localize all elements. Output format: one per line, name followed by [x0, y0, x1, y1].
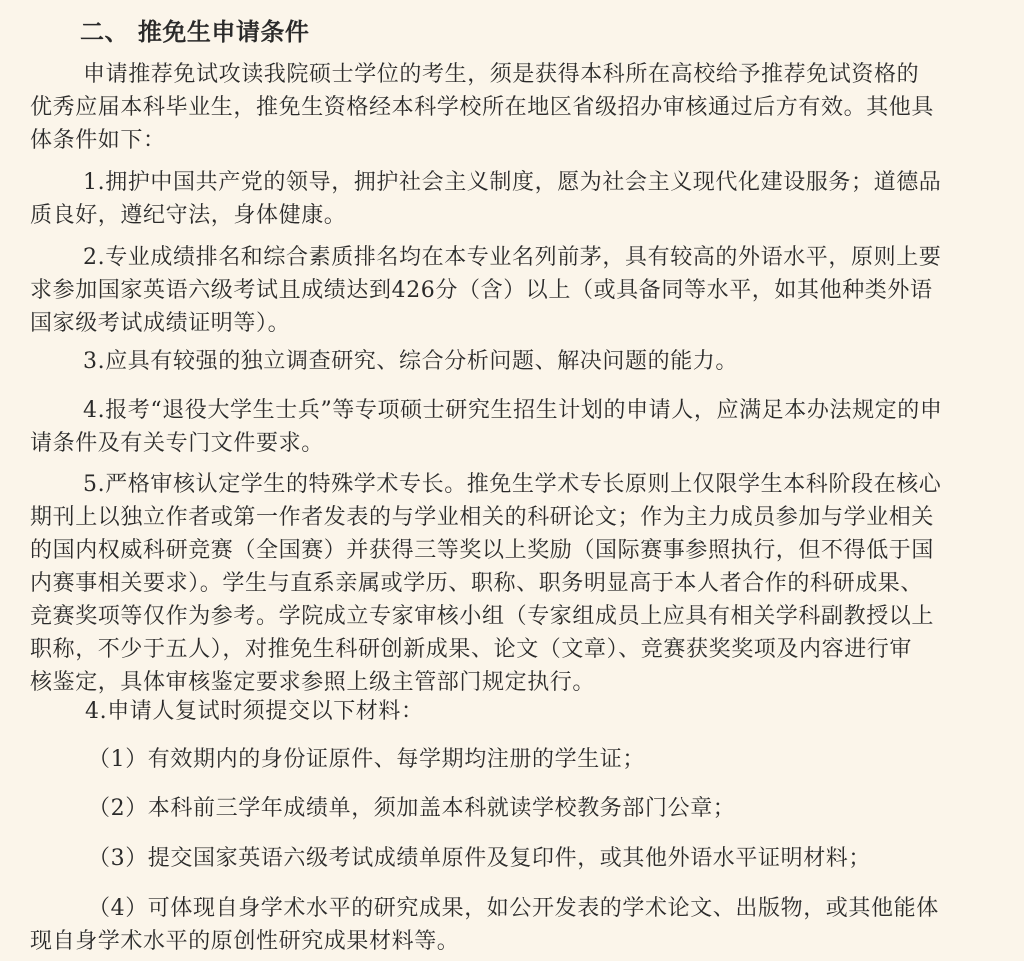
section-heading: 二、 推免生申请条件 — [80, 17, 310, 46]
paragraph-line: 质良好，遵纪守法，身体健康。 — [30, 203, 347, 228]
paragraph-line: （1）有效期内的身份证原件、每学期均注册的学生证； — [88, 747, 645, 772]
intro-paragraph — [30, 58, 990, 157]
condition-item-2 — [30, 241, 990, 340]
paragraph-line: （4）可体现自身学术水平的研究成果，如公开发表的学术论文、出版物，或其他能体 — [88, 896, 939, 921]
condition-item-5 — [30, 468, 990, 699]
paragraph-line: 4.报考“退役大学生士兵”等专项硕士研究生招生计划的申请人，应满足本办法规定的申 — [83, 398, 943, 423]
paragraph-line: 核鉴定，具体审核鉴定要求参照上级主管部门规定执行。 — [30, 670, 596, 695]
paragraph-line: 优秀应届本科毕业生，推免生资格经本科学校所在地区省级招办审核通过后方有效。其他具 — [30, 95, 935, 120]
paragraph-line: 3.应具有较强的独立调查研究、综合分析问题、解决问题的能力。 — [83, 349, 738, 374]
materials-title — [30, 695, 990, 728]
paragraph-line: 竞赛奖项等仅作为参考。学院成立专家审核小组（专家组成员上应具有相关学科副教授以上 — [30, 604, 935, 629]
paragraph-line: 2.专业成绩排名和综合素质排名均在本专业名列前茅，具有较高的外语水平，原则上要 — [83, 245, 942, 270]
material-item-3 — [30, 842, 990, 875]
paragraph-line: 的国内权威科研竞赛（全国赛）并获得三等奖以上奖励（国际赛事参照执行，但不得低于国 — [30, 538, 935, 563]
material-item-4 — [30, 892, 990, 958]
paragraph-line: 申请推荐免试攻读我院硕士学位的考生，须是获得本科所在高校给予推荐免试资格的 — [83, 62, 920, 87]
paragraph-line: 求参加国家英语六级考试且成绩达到426分（含）以上（或具备同等水平，如其他种类外语 — [30, 278, 933, 303]
material-item-2 — [30, 792, 990, 825]
condition-item-1 — [30, 166, 990, 232]
paragraph-line: 5.严格审核认定学生的特殊学术专长。推免生学术专长原则上仅限学生本科阶段在核心 — [83, 472, 942, 497]
paragraph-line: 职称，不少于五人），对推免生科研创新成果、论文（文章）、竞赛获奖奖项及内容进行审 — [30, 637, 913, 662]
paragraph-line: 国家级考试成绩证明等）。 — [30, 311, 291, 336]
paragraph-line: 内赛事相关要求）。学生与直系亲属或学历、职称、职务明显高于本人者合作的科研成果、 — [30, 571, 924, 596]
paragraph-line: 4.申请人复试时须提交以下材料： — [85, 699, 424, 724]
condition-item-3 — [30, 345, 990, 378]
paragraph-line: 期刊上以独立作者或第一作者发表的与学业相关的科研论文；作为主力成员参加与学业相关 — [30, 505, 935, 530]
paragraph-line: 1.拥护中国共产党的领导，拥护社会主义制度，愿为社会主义现代化建设服务；道德品 — [83, 170, 942, 195]
paragraph-line: （2）本科前三学年成绩单，须加盖本科就读学校教务部门公章； — [88, 796, 736, 821]
paragraph-line: 请条件及有关专门文件要求。 — [30, 431, 324, 456]
paragraph-line: 现自身学术水平的原创性研究成果材料等。 — [30, 929, 460, 954]
condition-item-4 — [30, 394, 990, 460]
material-item-1 — [30, 743, 990, 776]
paragraph-line: （3）提交国家英语六级考试成绩单原件及复印件，或其他外语水平证明材料； — [88, 846, 871, 871]
paragraph-line: 体条件如下： — [30, 128, 166, 153]
